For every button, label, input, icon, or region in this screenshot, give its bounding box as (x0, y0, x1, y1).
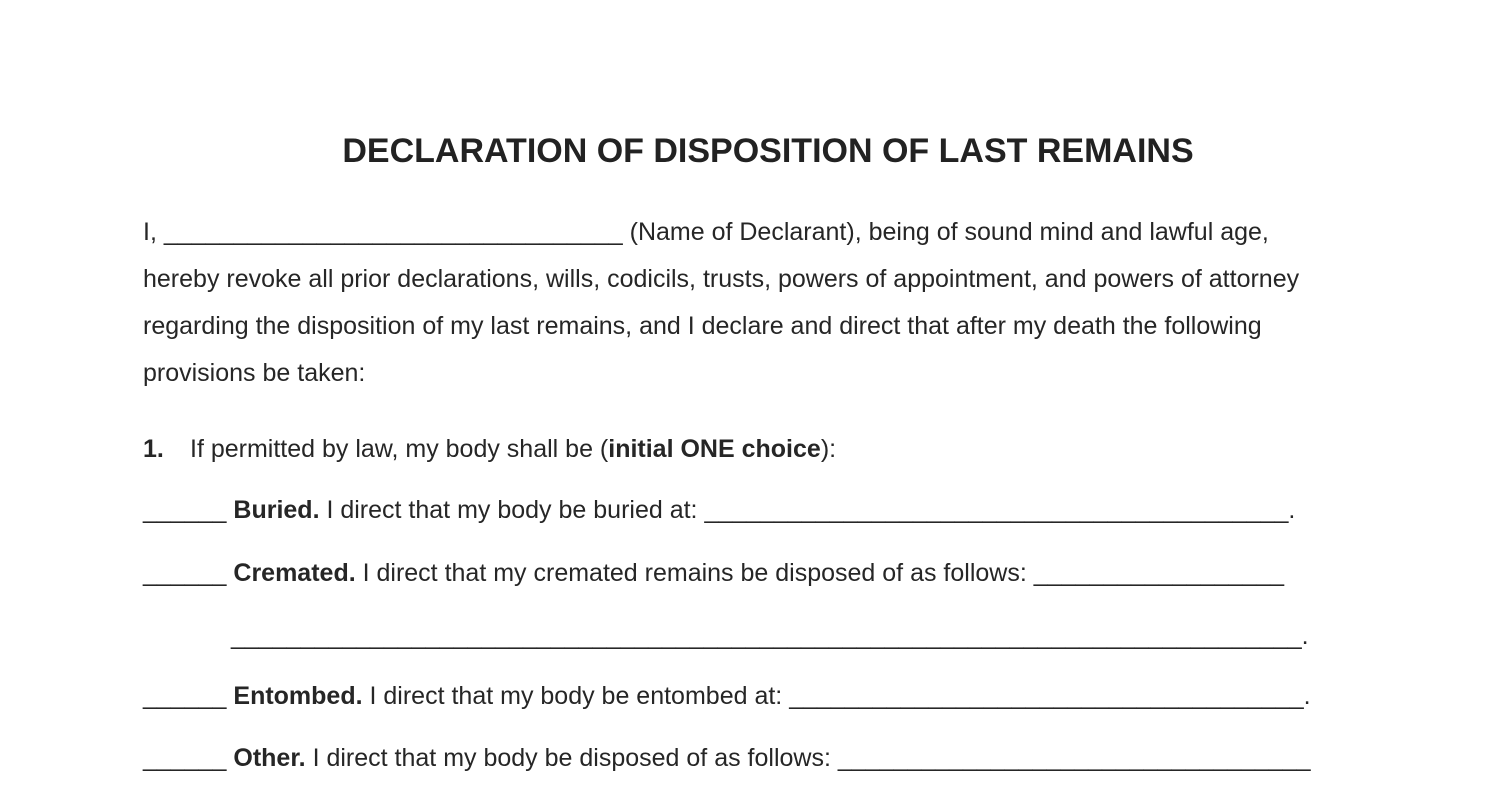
section-1-text-after: ): (820, 435, 837, 463)
intro-line-1-suffix: (Name of Declarant), being of sound mind and lawful age, (622, 218, 1269, 246)
intro-line-4: provisions be taken: (143, 359, 366, 387)
buried-end: . (1288, 496, 1296, 524)
entombed-initial-field[interactable]: ______ (143, 682, 227, 710)
cremated-initial-field[interactable]: ______ (143, 559, 227, 587)
entombed-text: I direct that my body be entombed at: (362, 682, 790, 710)
entombment-location-field[interactable]: _____________________________________ (789, 682, 1304, 710)
burial-location-field[interactable]: __________________________________________ (704, 496, 1289, 524)
buried-label: Buried. (233, 496, 320, 524)
document-title: DECLARATION OF DISPOSITION OF LAST REMAINS (342, 132, 1194, 170)
cremated-text: I direct that my cremated remains be disposed of as follows: (355, 559, 1034, 587)
option-entombed (143, 680, 1311, 712)
other-initial-field[interactable]: ______ (143, 744, 227, 772)
intro-line-1 (143, 216, 1269, 248)
section-number: 1. (143, 435, 164, 463)
option-buried (143, 494, 1295, 526)
section-1-text-before: If permitted by law, my body shall be ( (190, 435, 609, 463)
declarant-name-field[interactable]: _________________________________ (163, 218, 623, 246)
intro-line-3: regarding the disposition of my last remains, and I declare and direct that after my death the following (143, 312, 1262, 340)
section-1-emphasis: initial ONE choice (608, 435, 821, 463)
option-other (143, 742, 1311, 774)
entombed-label: Entombed. (233, 682, 363, 710)
other-text: I direct that my body be disposed of as follows: (305, 744, 838, 772)
cremation-disposition-field[interactable]: __________________ (1033, 559, 1285, 587)
buried-text: I direct that my body be buried at: (319, 496, 705, 524)
entombed-end: . (1303, 682, 1311, 710)
intro-prefix: I, (143, 218, 164, 246)
buried-initial-field[interactable]: ______ (143, 496, 227, 524)
cremated-label: Cremated. (233, 559, 356, 587)
section-1-heading (143, 433, 836, 465)
cremation-disposition-continuation-field[interactable]: _____________________________________________________________________________. (231, 622, 1309, 650)
other-disposition-field[interactable]: __________________________________ (837, 744, 1311, 772)
option-cremated (143, 557, 1284, 589)
other-label: Other. (233, 744, 306, 772)
intro-line-2: hereby revoke all prior declarations, wills, codicils, trusts, powers of appointment, and powers of attorney (143, 265, 1300, 293)
